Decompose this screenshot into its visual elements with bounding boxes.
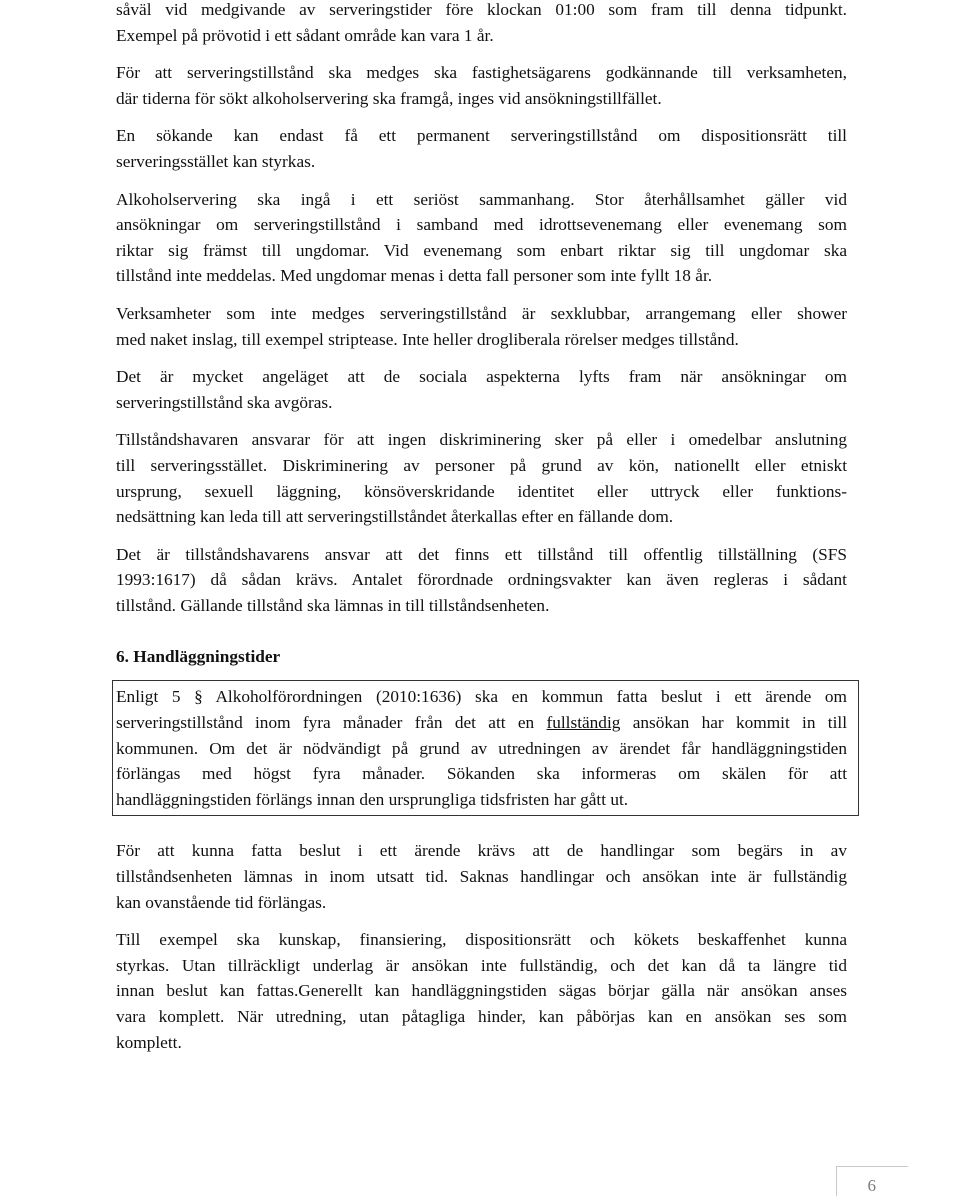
regulation-box bbox=[112, 680, 859, 816]
paragraph-serving-time-trial bbox=[116, 0, 847, 48]
text-line: Det är mycket angeläget att de sociala aspekterna lyfts fram när ansökningar om bbox=[116, 367, 847, 387]
paragraph-property-owner-approval bbox=[116, 60, 847, 111]
paragraph-serious-context bbox=[116, 187, 847, 289]
paragraph-complete-application bbox=[116, 927, 847, 1055]
text-line: serveringstillstånd ska avgöras. bbox=[116, 392, 333, 412]
text-line: komplett. bbox=[116, 1032, 182, 1052]
underlined-term: fullständig bbox=[546, 713, 621, 733]
text-line: serveringsstället kan styrkas. bbox=[116, 151, 316, 171]
text-line: Det är tillståndshavarens ansvar att det finns ett tillstånd till offentlig tillställning (SFS bbox=[116, 544, 847, 564]
text-line: ursprung, sexuell läggning, könsöverskridande identitet eller uttryck eller funktions- bbox=[116, 481, 847, 501]
text-fragment: serveringstillstånd inom fyra månader från det att en bbox=[116, 713, 547, 733]
text-line: För att kunna fatta beslut i ett ärende krävs att de handlingar som begärs in av bbox=[116, 841, 847, 861]
text-line: till serveringsstället. Diskriminering av personer på grund av kön, nationellt eller etniskt bbox=[116, 455, 847, 475]
text-line: innan beslut kan fattas.Generellt kan handläggningstiden sägas börjar gälla när ansökan anses bbox=[116, 981, 847, 1001]
text-line: kommunen. Om det är nödvändigt på grund av utredningen av ärendet får handläggningstiden bbox=[116, 738, 847, 758]
section-heading: 6. Handläggningstider bbox=[116, 647, 281, 667]
text-line: En sökande kan endast få ett permanent serveringstillstånd om dispositionsrätt till bbox=[116, 126, 847, 146]
paragraph-excluded-businesses bbox=[116, 301, 847, 352]
text-line: Alkoholservering ska ingå i ett seriöst sammanhang. Stor återhållsamhet gäller vid bbox=[116, 189, 847, 209]
paragraph-social-aspects bbox=[116, 364, 847, 415]
text-line: Till exempel ska kunskap, finansiering, dispositionsrätt och kökets beskaffenhet kunna bbox=[116, 930, 847, 950]
text-line: riktar sig främst till ungdomar. Vid evenemang som enbart riktar sig till ungdomar ska bbox=[116, 240, 847, 260]
text-line: För att serveringstillstånd ska medges ska fastighetsägarens godkännande till verksamheten, bbox=[116, 63, 847, 83]
text-line: Exempel på prövotid i ett sådant område kan vara 1 år. bbox=[116, 25, 494, 45]
text-line: 1993:1617) då sådan krävs. Antalet förordnade ordningsvakter kan även regleras i sådant bbox=[116, 570, 847, 590]
text-line: tillståndsenheten lämnas in inom utsatt tid. Saknas handlingar och ansökan inte är fullständig bbox=[116, 867, 847, 887]
text-line: tillstånd inte meddelas. Med ungdomar menas i detta fall personer som inte fyllt 18 år. bbox=[116, 266, 713, 286]
text-line: kan ovanstående tid förlängas. bbox=[116, 892, 327, 912]
text-fragment: ansökan har kommit in till bbox=[620, 713, 847, 733]
text-line: med naket inslag, till exempel striptease. Inte heller drogliberala rörelser medges tillstånd. bbox=[116, 329, 739, 349]
paragraph-missing-documents bbox=[116, 838, 847, 915]
text-line: Verksamheter som inte medges serveringstillstånd är sexklubbar, arrangemang eller shower bbox=[116, 303, 847, 323]
text-line: handläggningstiden förlängs innan den ursprungliga tidsfristen har gått ut. bbox=[116, 789, 629, 809]
paragraph-public-event-permit bbox=[116, 542, 847, 619]
document-body bbox=[116, 0, 847, 1067]
text-line: nedsättning kan leda till att serveringstillståndet återkallas efter en fällande dom. bbox=[116, 507, 674, 527]
text-line: vara komplett. När utredning, utan påtagliga hinder, kan påbörjas kan en ansökan ses som bbox=[116, 1007, 847, 1026]
text-line: Enligt 5 § Alkoholförordningen (2010:1636) ska en kommun fatta beslut i ett ärende om bbox=[116, 687, 847, 707]
text-line: där tiderna för sökt alkoholservering ska framgå, inges vid ansökningstillfället. bbox=[116, 88, 662, 108]
paragraph-discrimination bbox=[116, 427, 847, 529]
text-line: styrkas. Utan tillräckligt underlag är ansökan inte fullständig, och det kan då ta längre tid bbox=[116, 955, 847, 975]
paragraph-permanent-permit bbox=[116, 123, 847, 174]
text-line: förlängas med högst fyra månader. Sökanden ska informeras om skälen för att bbox=[116, 764, 847, 784]
text-line: Tillståndshavaren ansvarar för att ingen diskriminering sker på eller i omedelbar anslutning bbox=[116, 430, 847, 450]
text-line bbox=[116, 710, 847, 736]
text-line: ansökningar om serveringstillstånd i samband med idrottsevenemang eller evenemang som bbox=[116, 215, 847, 235]
text-line: tillstånd. Gällande tillstånd ska lämnas in till tillståndsenheten. bbox=[116, 595, 550, 615]
text-line: såväl vid medgivande av serveringstider före klockan 01:00 som fram till denna tidpunkt. bbox=[116, 0, 847, 19]
page-number: 6 bbox=[867, 1176, 876, 1195]
